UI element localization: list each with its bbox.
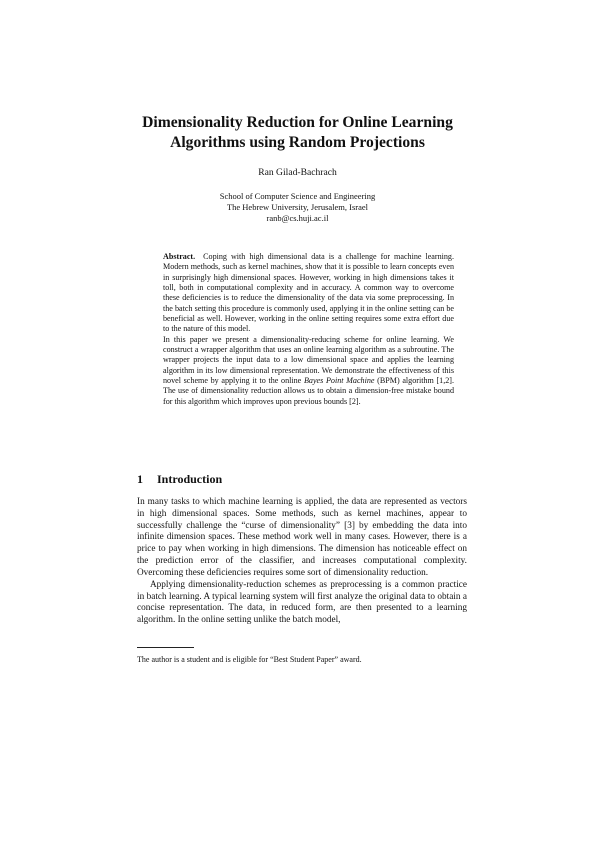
footnote: The author is a student and is eligible for “Best Student Paper” award.	[137, 655, 362, 664]
footnote-rule	[137, 647, 194, 648]
introduction-body	[137, 497, 467, 627]
title-line-1: Dimensionality Reduction for Online Learning	[142, 114, 453, 131]
abstract-bpm-term: Bayes Point Machine	[303, 375, 375, 385]
abstract-label: Abstract.	[163, 252, 196, 261]
abstract-text-2a: In this paper we present a dimensionality-reducing scheme for online learning. We construct a wrapper algorithm that uses an online learning algorithm as a subroutine. The wrapper projects the input data to a low dimensional space and applies the learning algorithm in its low dimensional representation. We demonstrate the effectiveness of this novel scheme by applying it to the online	[163, 334, 454, 385]
author-name: Ran Gilad-Bachrach	[258, 167, 337, 178]
abstract	[163, 252, 454, 407]
abstract-paragraph-1	[163, 252, 454, 335]
abstract-text-2b: (BPM) algorithm [1,2]. The use of dimensionality reduction allows us to obtain a dimension-free mistake bound for this algorithm which improves upon previous bounds [2].	[163, 375, 454, 406]
abstract-paragraph-2	[163, 335, 454, 407]
paper-title	[120, 113, 475, 153]
affiliation-school: School of Computer Science and Engineering	[219, 191, 376, 201]
title-line-2: Algorithms using Random Projections	[170, 134, 425, 151]
introduction-paragraph-2: Applying dimensionality-reduction schemes as preprocessing is a common practice in batch learning. A typical learning system will first analyze the original data to obtain a concise representation. The data, in reduced form, are then presented to a learning algorithm. In the online setting unlike the batch model,	[137, 579, 467, 626]
author-affiliation	[120, 191, 475, 225]
introduction-paragraph-1: In many tasks to which machine learning is applied, the data are represented as vectors in high dimensional spaces. Some methods, such as kernel machines, appear to successfully challenge the “curse of dimensionality” [3] by embedding the data into infinite dimension spaces. These method work well in many cases. However, there is a price to pay when working in high dimensions. The dimension has noticeable effect on the prediction error of the classifier, and increases computational complexity. Overcoming these deficiencies requires some sort of dimensionality reduction.	[137, 497, 467, 578]
section-title: Introduction	[157, 472, 223, 486]
section-number: 1	[137, 472, 143, 486]
author-email: ranb@cs.huji.ac.il	[266, 213, 329, 224]
abstract-text-1: Coping with high dimensional data is a challenge for machine learning. Modern methods, such as kernel machines, show that it is possible to learn concepts even in surprisingly high dimensional spaces. However, working in high dimensions takes it toll, both in computational complexity and in accuracy. A common way to overcome these deficiencies is to reduce the dimensionality of the data via some preprocessing. In the batch setting this procedure is commonly used, applying it in the online setting can be beneficial as well. However, working in the online setting requires some extra effort due to the nature of this model.	[163, 252, 454, 334]
affiliation-university: The Hebrew University, Jerusalem, Israel	[226, 202, 369, 213]
section-heading-introduction	[137, 471, 222, 487]
